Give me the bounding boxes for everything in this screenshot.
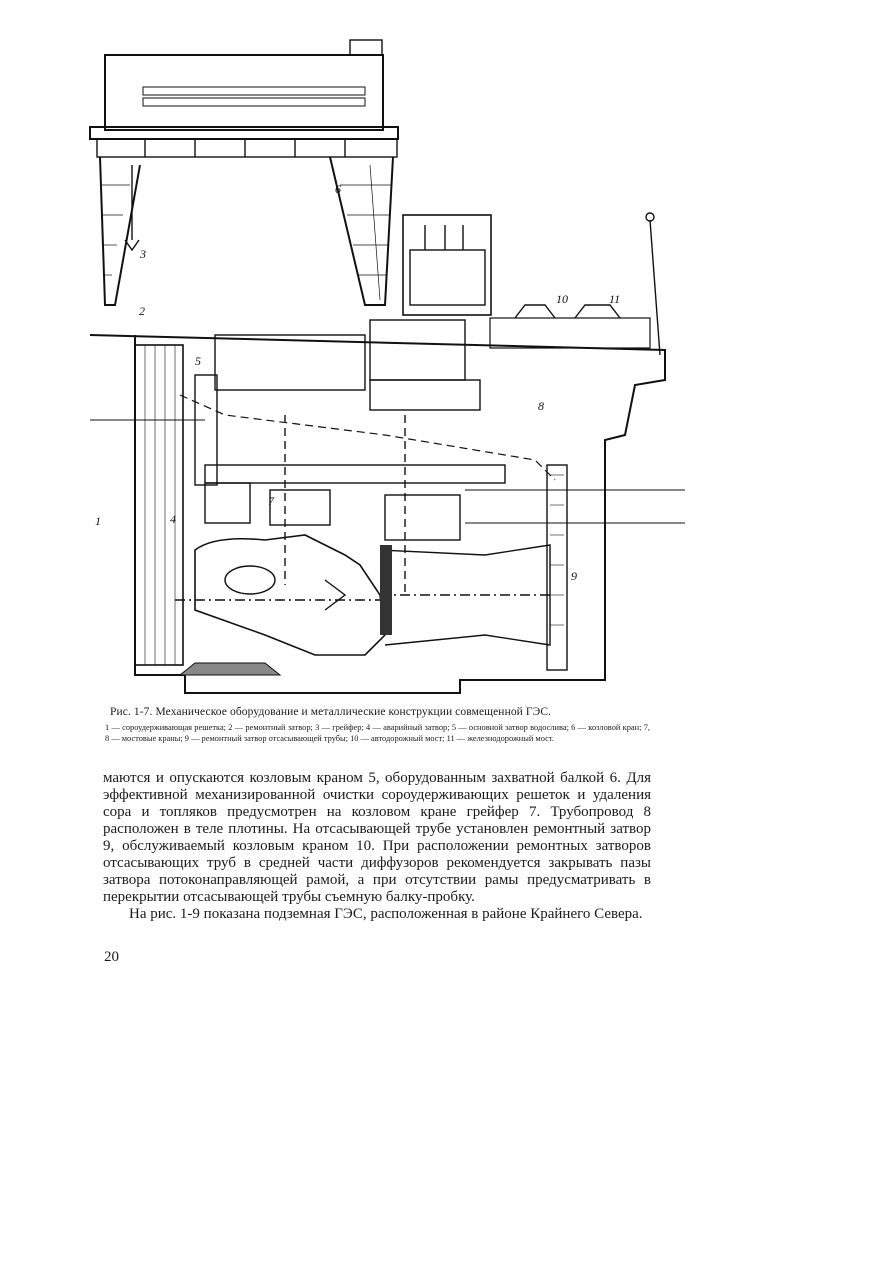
crane-cab-windows [143, 87, 365, 106]
hydro-plant-cross-section-drawing [85, 35, 685, 700]
figure-caption-legend: 1 — сороудерживающая решетка; 2 — ремонтный затвор; 3 — грейфер; 4 — аварийный затвор; 5 — основной затвор водослива; 6 — козловой кран; 7, 8 — мостовые краны; 9 — ремонтный затвор отсасывающей трубы; 10 — автодорожный мост; 11 — железнодорожный мост. [105, 723, 650, 743]
body-text [103, 770, 651, 923]
label-1: 1 [95, 514, 101, 528]
label-5: 5 [195, 354, 201, 368]
label-6: 6 [335, 182, 341, 196]
label-10: 10 [556, 292, 568, 306]
page-number: 20 [104, 949, 119, 965]
label-2: 2 [139, 304, 145, 318]
label-4: 4 [170, 512, 176, 526]
label-7: 7 [268, 494, 274, 508]
figure-caption-title: Рис. 1-7. Механическое оборудование и металлические конструкции совмещенной ГЭС. [110, 706, 552, 718]
label-9: 9 [571, 569, 577, 583]
label-8: 8 [538, 399, 544, 413]
paragraph: На рис. 1-9 показана подземная ГЭС, расположенная в районе Крайнего Севера. [129, 906, 643, 922]
label-3: 3 [140, 247, 146, 261]
paragraph: маются и опускаются козловым краном 5, оборудованным захватной балкой 6. Для эффективной механизированной очистки сороудерживающих решеток и удаления сора и топляков предусмотрен на козловом кране грейфер 7. Трубопровод 8 расположен в теле плотины. На отсасывающей трубе установлен ремонтный затвор 9, обслуживаемый козловым краном 10. При расположении ремонтных затворов отсасывающих труб в средней части диффузоров рекомендуется закрывать пазы затвора потоконаправляющей рамой, а при отсутствии рамы предусматривать в перекрытии отсасывающей трубы съемную балку-пробку. [103, 770, 651, 905]
label-11: 11 [609, 292, 621, 306]
